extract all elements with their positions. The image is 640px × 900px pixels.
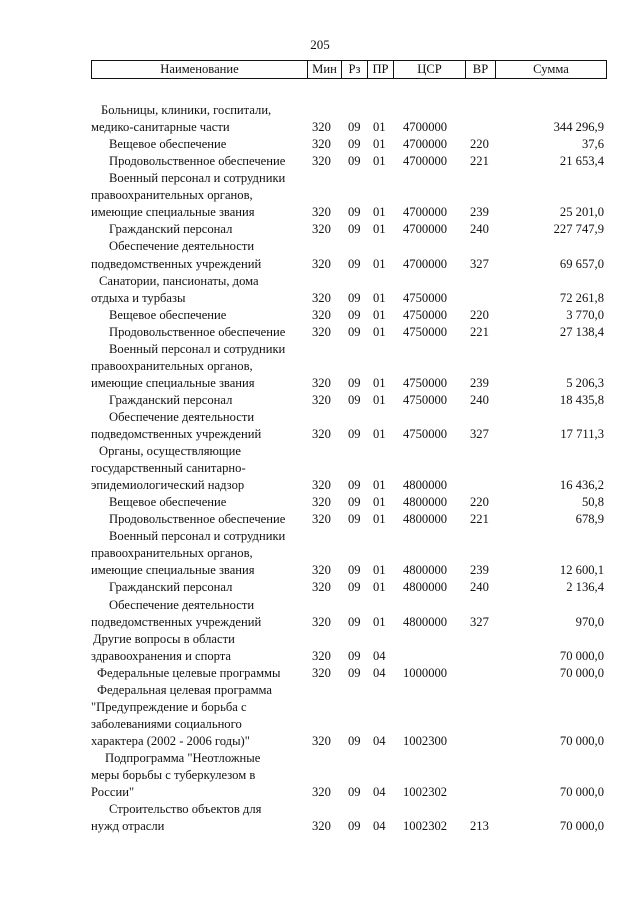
cell-name: Продовольственное обеспечение: [109, 512, 286, 527]
cell-rz: 09: [348, 120, 361, 134]
cell-csr: 4700000: [403, 154, 448, 169]
cell-csr: 4750000: [403, 307, 448, 322]
table-row: [0, 136, 640, 153]
table-row: [0, 187, 640, 204]
cell-rz: 09: [348, 205, 361, 220]
cell-csr: 4800000: [403, 512, 448, 527]
cell-name: Вещевое обеспечение: [109, 307, 227, 322]
cell-name: подведомственных учреждений: [91, 614, 262, 629]
cell-csr: 1002302: [403, 785, 448, 799]
cell-min: 320: [312, 392, 331, 407]
cell-rz: 09: [348, 614, 361, 629]
cell-min: 320: [312, 120, 331, 134]
table-row: [0, 324, 640, 341]
cell-name: эпидемиологический надзор: [91, 478, 245, 493]
cell-rz: 09: [348, 733, 361, 748]
cell-csr: 1000000: [403, 665, 448, 680]
cell-csr: 4700000: [403, 137, 448, 152]
cell-sum: 27 138,4: [559, 324, 604, 339]
cell-name: правоохранительных органов,: [91, 358, 253, 373]
table-row: [0, 119, 640, 136]
cell-min: 320: [312, 137, 331, 152]
table-row: [0, 716, 640, 733]
table-row: [0, 204, 640, 221]
cell-sum: 70 000,0: [559, 665, 604, 680]
cell-sum: 70 000,0: [559, 819, 604, 834]
table-row: [0, 358, 640, 375]
cell-sum: 3 770,0: [566, 307, 604, 322]
table-row: [0, 631, 640, 648]
cell-rz: 09: [348, 426, 361, 441]
table-row: [0, 477, 640, 494]
cell-csr: [403, 648, 465, 665]
table-row: [0, 614, 640, 631]
cell-pr: 01: [373, 375, 386, 390]
cell-csr: 4700000: [403, 222, 448, 237]
table-row: [0, 648, 640, 665]
cell-pr: 01: [373, 580, 386, 595]
cell-csr: 1002302: [403, 819, 448, 834]
cell-pr: 01: [373, 478, 386, 493]
column-header-min: Мин: [308, 61, 342, 78]
cell-min: 320: [312, 614, 331, 629]
cell-sum: 69 657,0: [559, 256, 604, 271]
cell-pr: 04: [373, 819, 386, 834]
cell-csr: 4800000: [403, 580, 448, 595]
cell-csr: 4800000: [403, 614, 448, 629]
cell-pr: 04: [373, 733, 386, 748]
cell-name: имеющие специальные звания: [91, 375, 255, 390]
cell-csr: 4750000: [403, 290, 448, 305]
table-row: [0, 665, 640, 682]
cell-rz: 09: [348, 392, 361, 407]
table-row: [0, 460, 640, 477]
cell-min: 320: [312, 733, 331, 748]
cell-rz: 09: [348, 256, 361, 271]
cell-rz: 09: [348, 290, 361, 305]
cell-rz: 09: [348, 512, 361, 527]
cell-name: медико-санитарные части: [91, 120, 230, 134]
cell-sum: 18 435,8: [559, 392, 604, 407]
table-row: [0, 426, 640, 443]
cell-vr: 240: [470, 392, 489, 407]
cell-csr: 4800000: [403, 478, 448, 493]
cell-vr: [470, 290, 498, 307]
cell-name: правоохранительных органов,: [91, 546, 253, 561]
cell-rz: 09: [348, 375, 361, 390]
cell-name: Подпрограмма "Неотложные: [105, 750, 261, 765]
cell-rz: 09: [348, 495, 361, 510]
cell-name: государственный санитарно-: [91, 461, 246, 476]
table-row: [0, 256, 640, 273]
cell-name: подведомственных учреждений: [91, 256, 262, 271]
cell-vr: [470, 784, 498, 801]
cell-min: 320: [312, 307, 331, 322]
cell-name: отдыха и турбазы: [91, 290, 186, 305]
table-row: [0, 511, 640, 528]
cell-vr: 239: [470, 205, 489, 220]
cell-pr: 01: [373, 256, 386, 271]
cell-name: подведомственных учреждений: [91, 426, 262, 441]
column-header-pr: ПР: [368, 61, 394, 78]
cell-csr: 4700000: [403, 120, 448, 134]
cell-name: Строительство объектов для: [109, 802, 262, 817]
cell-vr: 220: [470, 307, 489, 322]
cell-vr: [470, 119, 498, 136]
page-number: 205: [310, 37, 330, 52]
cell-name: нужд отрасли: [91, 819, 165, 834]
cell-sum: 344 296,9: [553, 120, 604, 134]
cell-sum: 970,0: [575, 614, 604, 629]
cell-vr: 221: [470, 512, 489, 527]
cell-min: 320: [312, 512, 331, 527]
cell-pr: 04: [373, 785, 386, 799]
cell-name: Обеспечение деятельности: [109, 239, 255, 254]
cell-name: Больницы, клиники, госпитали,: [101, 103, 272, 117]
table-row: [0, 392, 640, 409]
cell-csr: 4800000: [403, 563, 448, 578]
cell-vr: [470, 477, 498, 494]
table-row: [0, 153, 640, 170]
cell-name: Гражданский персонал: [109, 392, 233, 407]
cell-vr: 220: [470, 137, 489, 152]
cell-vr: [470, 648, 498, 665]
cell-sum: 50,8: [581, 495, 604, 510]
cell-name: имеющие специальные звания: [91, 205, 255, 220]
table-row: [0, 494, 640, 511]
table-row: [0, 307, 640, 324]
cell-rz: 09: [348, 478, 361, 493]
cell-vr: [470, 733, 498, 750]
cell-min: 320: [312, 648, 331, 663]
cell-sum: 17 711,3: [560, 426, 604, 441]
table-row: [0, 597, 640, 614]
cell-pr: 01: [373, 614, 386, 629]
cell-rz: 09: [348, 665, 361, 680]
cell-min: 320: [312, 205, 331, 220]
cell-name: Федеральная целевая программа: [97, 682, 273, 697]
cell-sum: 70 000,0: [559, 648, 604, 663]
table-row: [0, 273, 640, 290]
cell-rz: 09: [348, 307, 361, 322]
table-row: [0, 562, 640, 579]
cell-pr: 01: [373, 392, 386, 407]
cell-min: 320: [312, 785, 331, 799]
cell-pr: 01: [373, 137, 386, 152]
table-row: [0, 409, 640, 426]
cell-min: 320: [312, 478, 331, 493]
cell-csr: 4750000: [403, 426, 448, 441]
cell-name: характера (2002 - 2006 годы)": [91, 733, 250, 748]
cell-name: правоохранительных органов,: [91, 188, 253, 203]
cell-pr: 01: [373, 495, 386, 510]
cell-rz: 09: [348, 324, 361, 339]
table-row: [0, 818, 640, 835]
table-row: [0, 801, 640, 818]
cell-sum: 2 136,4: [566, 580, 604, 595]
table-row: [0, 341, 640, 358]
cell-vr: 239: [470, 563, 489, 578]
cell-sum: 72 261,8: [559, 290, 604, 305]
cell-rz: 09: [348, 819, 361, 834]
cell-name: Обеспечение деятельности: [109, 597, 255, 612]
cell-name: Вещевое обеспечение: [109, 137, 227, 152]
cell-vr: 240: [470, 580, 489, 595]
table-row: [0, 221, 640, 238]
cell-pr: 01: [373, 120, 386, 134]
cell-pr: 01: [373, 222, 386, 237]
cell-rz: 09: [348, 580, 361, 595]
table-row: [0, 290, 640, 307]
cell-pr: 01: [373, 290, 386, 305]
cell-name: Гражданский персонал: [109, 580, 233, 595]
cell-vr: 327: [470, 426, 489, 441]
cell-min: 320: [312, 256, 331, 271]
table-row: [0, 528, 640, 545]
cell-min: 320: [312, 290, 331, 305]
cell-vr: 213: [470, 819, 489, 834]
cell-csr: 1002300: [403, 733, 448, 748]
column-header-csr: ЦСР: [394, 61, 466, 78]
cell-sum: 227 747,9: [553, 222, 604, 237]
column-header-sum: Сумма: [533, 62, 569, 76]
cell-csr: 4750000: [403, 392, 448, 407]
cell-csr: 4700000: [403, 256, 448, 271]
table-row: [0, 102, 640, 119]
cell-min: 320: [312, 495, 331, 510]
cell-rz: 09: [348, 785, 361, 799]
cell-vr: [470, 665, 498, 682]
cell-name: заболеваниями социального: [91, 716, 242, 731]
cell-sum: 16 436,2: [559, 478, 604, 493]
cell-name: Продовольственное обеспечение: [109, 154, 286, 169]
cell-name: здравоохранения и спорта: [91, 648, 232, 663]
cell-pr: 04: [373, 665, 386, 680]
cell-name: имеющие специальные звания: [91, 563, 255, 578]
cell-vr: 239: [470, 375, 489, 390]
cell-pr: 01: [373, 205, 386, 220]
cell-vr: 327: [470, 614, 489, 629]
cell-sum: 70 000,0: [559, 785, 604, 799]
cell-name: Федеральные целевые программы: [97, 665, 281, 680]
cell-pr: 01: [373, 324, 386, 339]
column-header-name: Наименование: [92, 61, 308, 78]
cell-name: России": [91, 785, 135, 799]
cell-vr: 221: [470, 154, 489, 169]
cell-min: 320: [312, 563, 331, 578]
cell-name: Продовольственное обеспечение: [109, 324, 286, 339]
table-row: [0, 750, 640, 767]
cell-sum: 37,6: [581, 137, 604, 152]
cell-sum: 678,9: [575, 512, 604, 527]
cell-min: 320: [312, 375, 331, 390]
table-row: [0, 443, 640, 460]
cell-rz: 09: [348, 154, 361, 169]
table-row: [0, 733, 640, 750]
cell-rz: 09: [348, 648, 361, 663]
cell-pr: 01: [373, 154, 386, 169]
cell-min: 320: [312, 222, 331, 237]
table-row: [0, 682, 640, 699]
cell-pr: 01: [373, 307, 386, 322]
table-row: [0, 579, 640, 596]
table-header: [91, 60, 607, 79]
cell-vr: 221: [470, 324, 489, 339]
cell-rz: 09: [348, 222, 361, 237]
cell-name: Военный персонал и сотрудники: [109, 341, 286, 356]
table-row: [0, 784, 640, 801]
cell-csr: 4750000: [403, 375, 448, 390]
cell-min: 320: [312, 154, 331, 169]
cell-rz: 09: [348, 563, 361, 578]
cell-pr: 01: [373, 426, 386, 441]
cell-name: Вещевое обеспечение: [109, 495, 227, 510]
table-row: [0, 545, 640, 562]
cell-pr: 01: [373, 512, 386, 527]
cell-vr: 220: [470, 495, 489, 510]
cell-min: 320: [312, 665, 331, 680]
cell-pr: 04: [373, 648, 386, 663]
cell-min: 320: [312, 324, 331, 339]
cell-name: Гражданский персонал: [109, 222, 233, 237]
cell-name: Военный персонал и сотрудники: [109, 171, 286, 186]
cell-sum: 70 000,0: [559, 733, 604, 748]
cell-sum: 12 600,1: [559, 563, 604, 578]
cell-rz: 09: [348, 137, 361, 152]
cell-name: "Предупреждение и борьба с: [91, 699, 247, 714]
column-header-rz: Рз: [342, 61, 368, 78]
table-row: [0, 170, 640, 187]
cell-min: 320: [312, 580, 331, 595]
cell-name: меры борьбы с туберкулезом в: [91, 768, 256, 782]
table-row: [0, 767, 640, 784]
cell-name: Санатории, пансионаты, дома: [99, 273, 259, 288]
cell-name: Обеспечение деятельности: [109, 409, 255, 424]
cell-name: Военный персонал и сотрудники: [109, 529, 286, 544]
cell-csr: 4800000: [403, 495, 448, 510]
cell-min: 320: [312, 819, 331, 834]
cell-pr: 01: [373, 563, 386, 578]
cell-vr: 327: [470, 256, 489, 271]
cell-name: Органы, осуществляющие: [99, 444, 241, 458]
table-row: [0, 238, 640, 255]
table-row: [0, 699, 640, 716]
cell-sum: 5 206,3: [566, 375, 604, 390]
table-row: [0, 375, 640, 392]
cell-name: Другие вопросы в области: [93, 631, 235, 646]
column-header-vr: ВР: [466, 61, 496, 78]
cell-min: 320: [312, 426, 331, 441]
cell-sum: 25 201,0: [559, 205, 604, 220]
cell-csr: 4700000: [403, 205, 448, 220]
cell-vr: 240: [470, 222, 489, 237]
cell-csr: 4750000: [403, 324, 448, 339]
cell-sum: 21 653,4: [559, 154, 604, 169]
